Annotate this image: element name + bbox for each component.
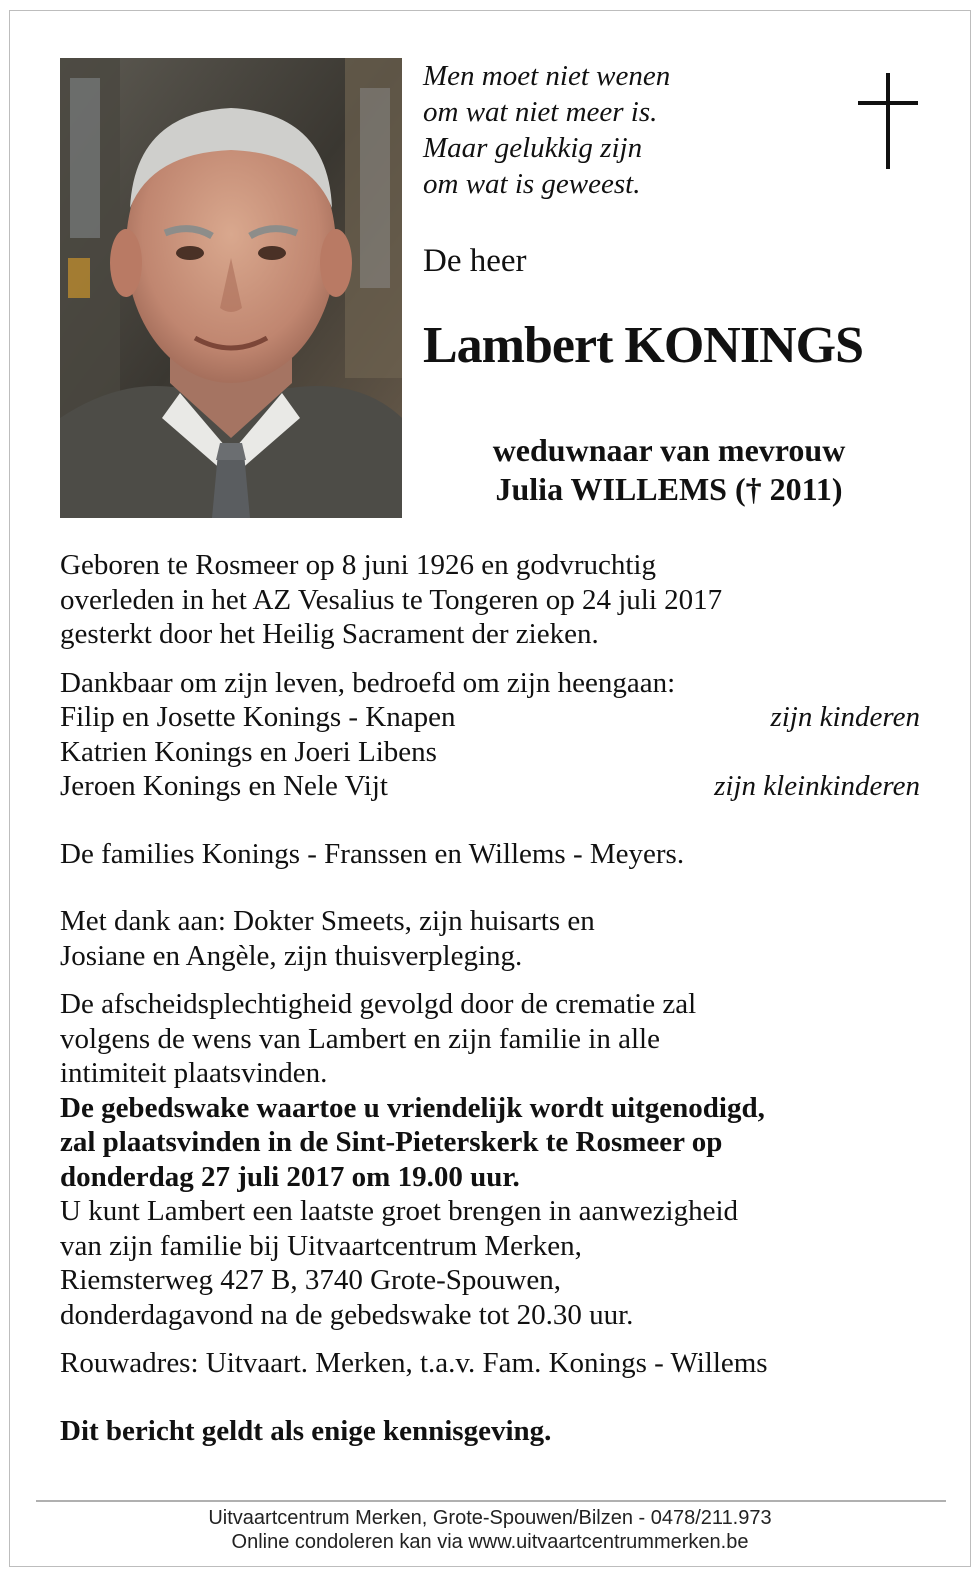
family-relation: zijn kinderen: [770, 701, 920, 733]
footer-divider: [36, 1500, 946, 1502]
portrait-photo: [60, 58, 402, 518]
thanks-line: Josiane en Angèle, zijn thuisverpleging.: [60, 939, 523, 972]
wake-line: De gebedswake waartoe u vriendelijk wordt uitgenodigd,: [60, 1091, 765, 1124]
spouse-info: [410, 431, 928, 509]
birth-line: Geboren te Rosmeer op 8 juni 1926 en godvruchtig: [60, 549, 656, 581]
visit-line: van zijn familie bij Uitvaartcentrum Merken,: [60, 1229, 582, 1262]
obituary-body: [60, 548, 920, 1448]
family-row: [60, 700, 920, 735]
visit-line: Riemsterweg 427 B, 3740 Grote-Spouwen,: [60, 1264, 561, 1296]
memorial-poem: [423, 58, 670, 202]
family-row: [60, 769, 920, 804]
family-relation: zijn kleinkinderen: [714, 770, 920, 802]
obituary-card: [9, 10, 971, 1567]
poem-line: om wat is geweest.: [423, 168, 641, 200]
portrait-illustration: [60, 58, 402, 518]
thanks-line: Met dank aan: Dokter Smeets, zijn huisarts en: [60, 905, 595, 937]
cross-icon: [858, 73, 918, 169]
spouse-line: weduwnaar van mevrouw: [492, 432, 846, 468]
ceremony-line: intimiteit plaatsvinden.: [60, 1057, 328, 1089]
family-member: Jeroen Konings en Nele Vijt: [60, 770, 388, 802]
footer-line: Uitvaartcentrum Merken, Grote-Spouwen/Bilzen - 0478/211.973: [208, 1507, 772, 1529]
visit-line: U kunt Lambert een laatste groet brengen in aanwezigheid: [60, 1195, 739, 1227]
poem-line: Maar gelukkig zijn: [423, 132, 643, 164]
footer: [10, 1506, 970, 1554]
family-intro: Dankbaar om zijn leven, bedroefd om zijn heengaan:: [60, 666, 676, 699]
salutation: De heer: [423, 243, 527, 279]
family-member: Filip en Josette Konings - Knapen: [60, 701, 456, 733]
visit-line: donderdagavond na de gebedswake tot 20.30 uur.: [60, 1298, 634, 1331]
family-member: Katrien Konings en Joeri Libens: [60, 735, 437, 768]
ceremony-line: De afscheidsplechtigheid gevolgd door de crematie zal: [60, 988, 697, 1020]
birth-line: overleden in het AZ Vesalius te Tongeren op 24 juli 2017: [60, 583, 723, 616]
notice-line: Dit bericht geldt als enige kennisgeving.: [60, 1414, 552, 1447]
ceremony-line: volgens de wens van Lambert en zijn familie in alle: [60, 1022, 660, 1055]
footer-line: Online condoleren kan via www.uitvaartcentrummerken.be: [231, 1531, 749, 1553]
spouse-line: Julia WILLEMS († 2011): [495, 471, 843, 507]
wake-line: zal plaatsvinden in de Sint-Pieterskerk te Rosmeer op: [60, 1126, 723, 1158]
wake-line: donderdag 27 juli 2017 om 19.00 uur.: [60, 1160, 520, 1193]
mourning-address: Rouwadres: Uitvaart. Merken, t.a.v. Fam. Konings - Willems: [60, 1347, 768, 1379]
poem-line: om wat niet meer is.: [423, 96, 658, 128]
poem-line: Men moet niet wenen: [423, 60, 671, 92]
family-row: [60, 735, 920, 770]
deceased-name: Lambert KONINGS: [423, 317, 863, 374]
families-line: De families Konings - Franssen en Willems - Meyers.: [60, 837, 685, 870]
birth-line: gesterkt door het Heilig Sacrament der zieken.: [60, 618, 599, 650]
